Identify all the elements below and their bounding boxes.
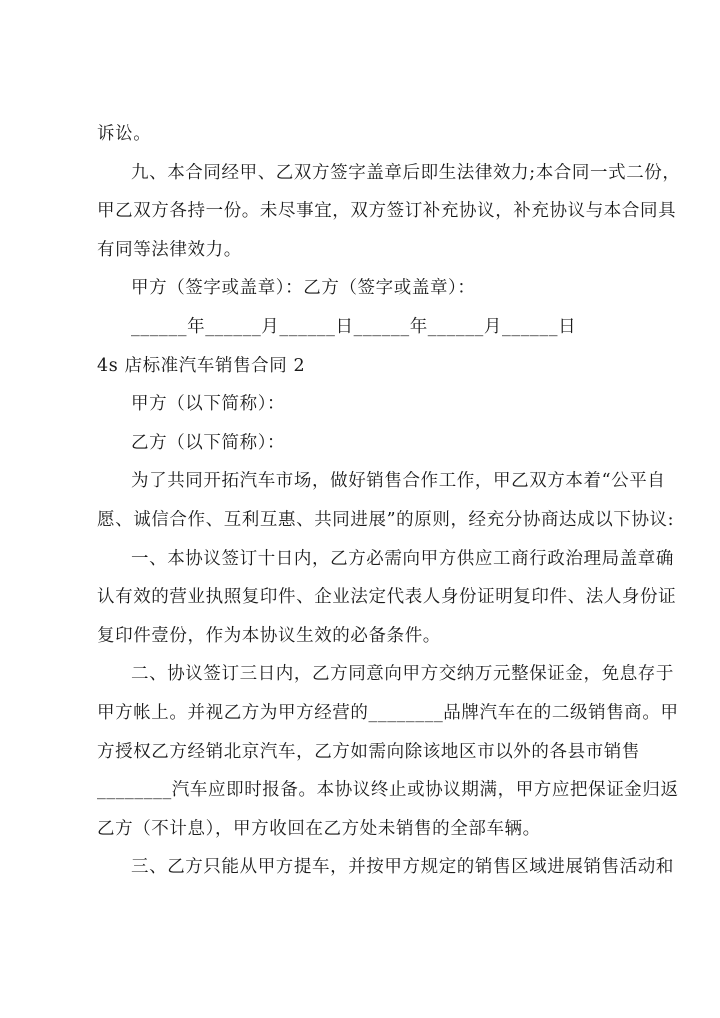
text-line: 三、乙方只能从甲方提车，并按甲方规定的销售区域进展销售活动和 [131,857,674,878]
text-line: 乙方（不计息），甲方收回在乙方处未销售的全部车辆。 [97,818,541,839]
party-b-line: 乙方（以下简称）： [131,432,286,453]
text-line: 一、本协议签订十日内，乙方必需向甲方供应工商行政治理局盖章确 [131,548,674,569]
text-line: 甲方帐上。并视乙方为甲方经营的________品牌汽车在的二级销售商。甲 [97,702,679,723]
date-line: ______年______月______日______年______月______日 [131,316,577,337]
text-line: 复印件壹份，作为本协议生效的必备条件。 [97,625,441,646]
text-line: 诉讼。 [97,124,152,144]
text-line: 方授权乙方经销北京汽车，乙方如需向除该地区市以外的各县市销售 [97,741,640,762]
text-line: 认有效的营业执照复印件、企业法定代表人身份证明复印件、法人身份证 [97,587,677,608]
signature-line: 甲方（签字或盖章）：乙方（签字或盖章）： [131,278,476,299]
text-line: ________汽车应即时报备。本协议终止或协议期满，甲方应把保证金归返 [97,780,679,801]
text-line: 愿、诚信合作、互利互惠、共同进展”的原则，经充分协商达成以下协议: [97,509,675,530]
section-title: 4s 店标准汽车销售合同 2 [97,355,306,376]
text-line: 为了共同开拓汽车市场，做好销售合作工作，甲乙双方本着“公平自 [131,471,666,492]
text-line: 二、协议签订三日内，乙方同意向甲方交纳万元整保证金，免息存于 [131,664,674,685]
document-page [97,115,681,887]
text-line: 甲乙双方各持一份。未尽事宜，双方签订补充协议，补充协议与本合同具 [97,201,677,222]
party-a-line: 甲方（以下简称）： [131,394,286,415]
text-line: 九、本合同经甲、乙双方签字盖章后即生法律效力;本合同一式二份， [131,162,681,183]
text-line: 有同等法律效力。 [97,239,242,260]
